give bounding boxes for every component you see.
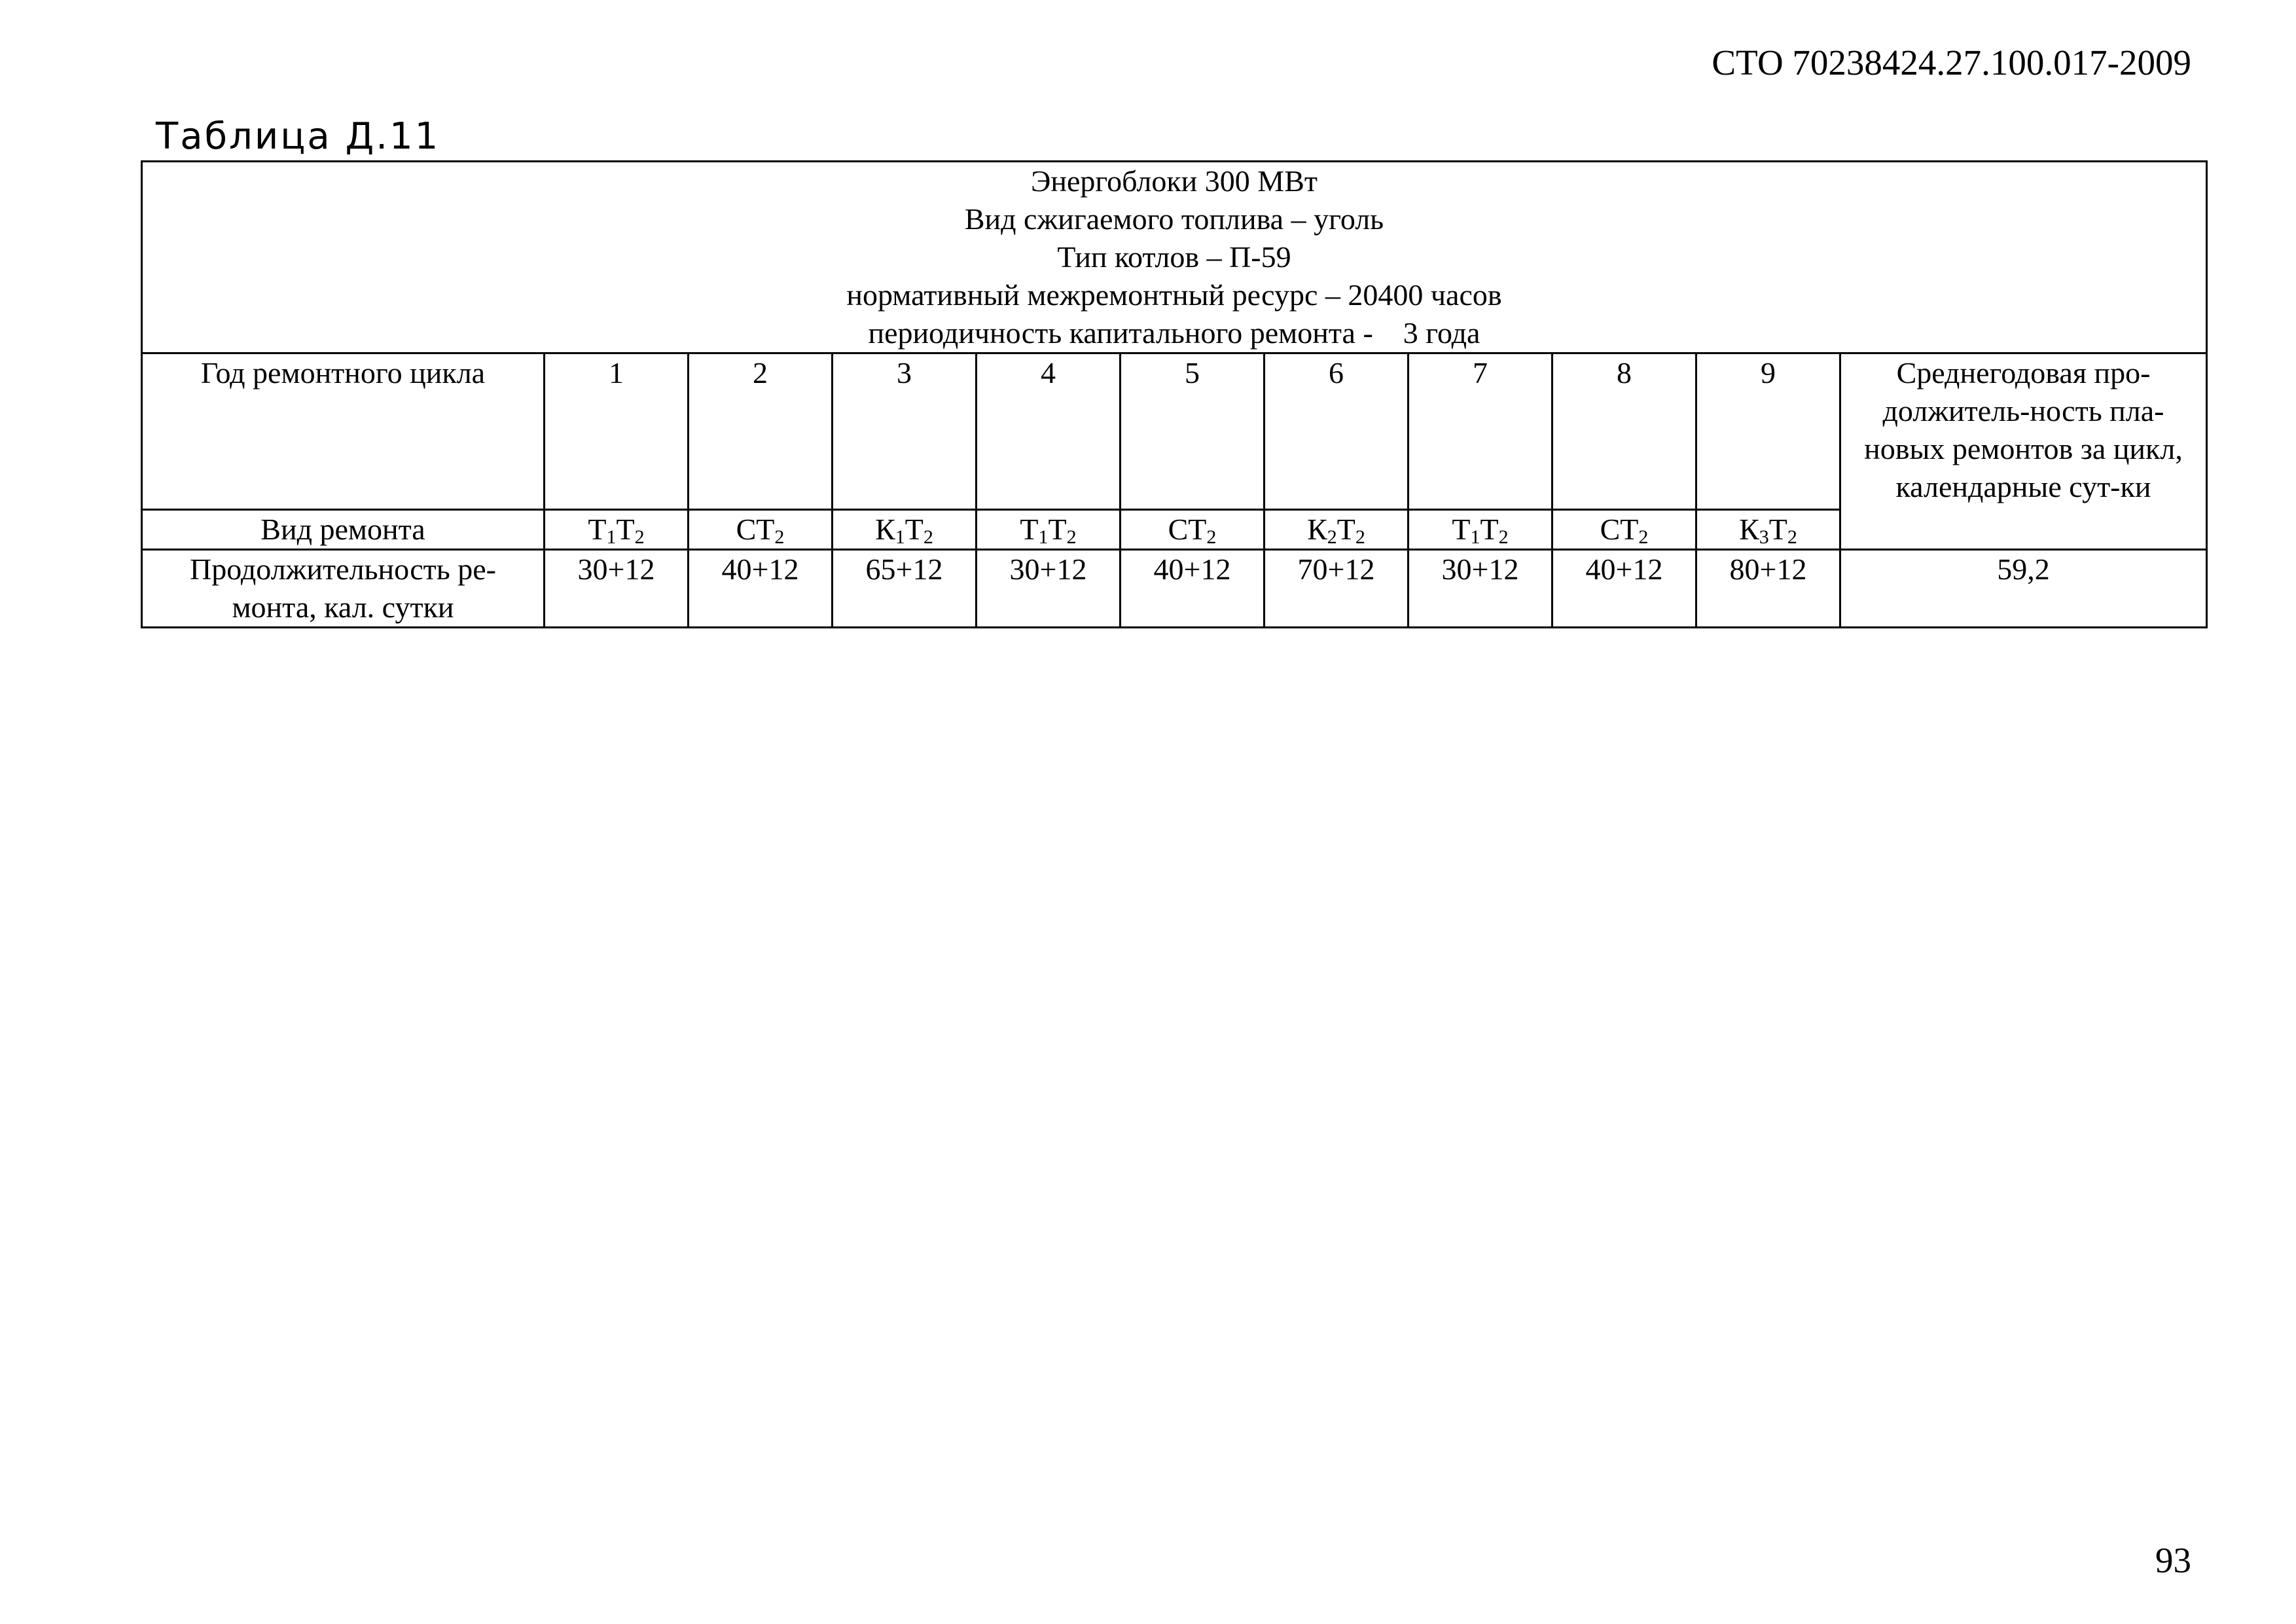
repair-type-cell: $К_2Т_2$: [1265, 510, 1408, 550]
title-line: Тип котлов – П-59: [1057, 240, 1291, 274]
row-label-year: Год ремонтного цикла: [142, 353, 545, 510]
document-code: СТО 70238424.27.100.017-2009: [1712, 43, 2191, 82]
title-line: нормативный межремонтный ресурс – 20400 часов: [846, 278, 1502, 312]
repair-table: [141, 160, 2208, 628]
page-number: 93: [2155, 1540, 2191, 1580]
duration-cell: 40+12: [689, 550, 833, 628]
repair-type-cell: $СТ_2$: [1552, 510, 1696, 550]
year-cell: 3: [833, 353, 977, 510]
duration-cell: 65+12: [833, 550, 977, 628]
duration-cell: 30+12: [977, 550, 1121, 628]
year-cell: 6: [1265, 353, 1408, 510]
repair-type-cell: $К_1Т_2$: [833, 510, 977, 550]
duration-cell: 40+12: [1121, 550, 1265, 628]
repair-type-cell: $Т_1Т_2$: [1408, 510, 1552, 550]
year-cell: 2: [689, 353, 833, 510]
row-label-duration: Продолжительность ре-монта, кал. сутки: [142, 550, 545, 628]
year-cell: 9: [1696, 353, 1840, 510]
row-label-repair-type: Вид ремонта: [142, 510, 545, 550]
repair-type-cell: $К_3Т_2$: [1696, 510, 1840, 550]
table-title-block: [142, 162, 2207, 353]
year-cell: 4: [977, 353, 1121, 510]
year-cell: 7: [1408, 353, 1552, 510]
avg-duration-header: Среднегодовая про-должитель-ность пла-новых ремонтов за цикл, календарные сут-ки: [1840, 353, 2207, 550]
repair-type-cell: $Т_1Т_2$: [977, 510, 1121, 550]
year-cell: 1: [545, 353, 689, 510]
title-line: Вид сжигаемого топлива – уголь: [964, 202, 1384, 236]
repair-type-cell: $СТ_2$: [1121, 510, 1265, 550]
table-caption: Таблица Д.11: [156, 115, 440, 158]
title-line: периодичность капитального ремонта - 3 года: [868, 316, 1480, 350]
repair-type-cell: $СТ_2$: [689, 510, 833, 550]
duration-cell: 30+12: [1408, 550, 1552, 628]
table-row-durations: [142, 550, 2207, 628]
duration-cell: 30+12: [545, 550, 689, 628]
year-cell: 8: [1552, 353, 1696, 510]
year-cell: 5: [1121, 353, 1265, 510]
table-row-years: [142, 353, 2207, 510]
avg-duration-value: 59,2: [1840, 550, 2207, 628]
duration-cell: 40+12: [1552, 550, 1696, 628]
duration-cell: 80+12: [1696, 550, 1840, 628]
repair-type-cell: $Т_1Т_2$: [545, 510, 689, 550]
duration-cell: 70+12: [1265, 550, 1408, 628]
title-line: Энергоблоки 300 МВт: [1031, 164, 1318, 198]
